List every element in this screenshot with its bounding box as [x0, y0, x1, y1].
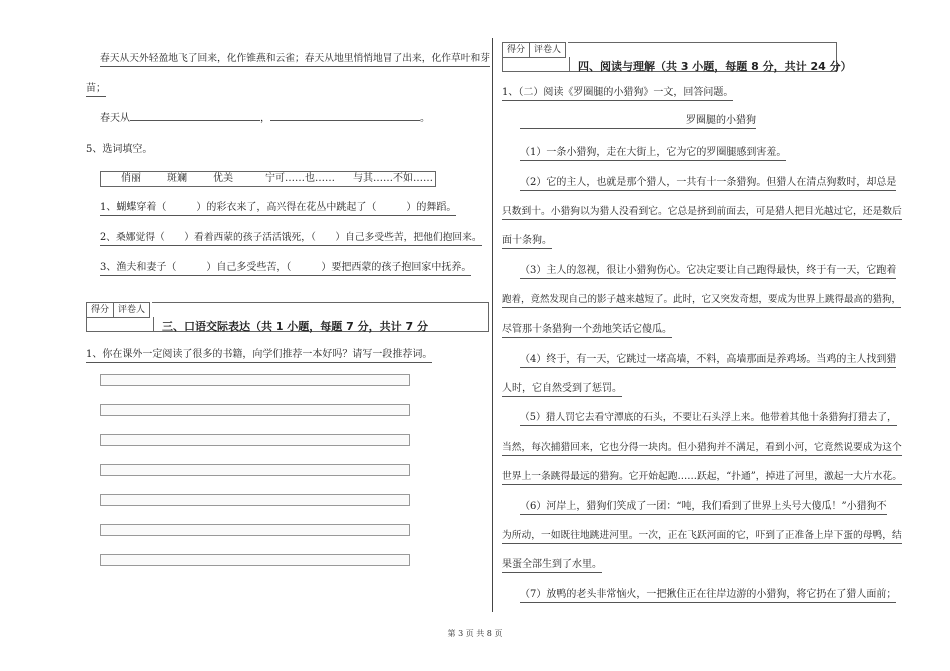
blank-1[interactable] [130, 120, 260, 121]
option-1: 俏丽 [121, 173, 141, 184]
q5-options-box [100, 171, 436, 187]
option-4: 宁可……也…… [265, 173, 335, 184]
section4-title: 四、阅读与理解（共 3 小题，每题 8 分，共计 24 分） [578, 60, 852, 73]
paragraph-4a: （4）终于，有一天，它跳过一堵高墙，不料，高墙那面是养鸡场。当鸡的主人找到猎 [520, 353, 896, 368]
fill-comma: ， [260, 113, 270, 124]
column-divider [492, 38, 493, 612]
paragraph-3a: （3）主人的忽视，很让小猎狗伤心。它决定要让自己跑得最快，终于有一天，它跑着 [520, 264, 896, 279]
fill-end: 。 [420, 113, 430, 124]
s3-question-1: 1、你在课外一定阅读了很多的书籍，向学们推荐一本好吗？请写一段推荐词。 [86, 348, 432, 363]
answer-line-5[interactable] [100, 494, 410, 506]
paragraph-6c: 果蛋全部生到了水里。 [502, 558, 602, 573]
paragraph-2b: 只数到十。小猎狗以为猎人没看到它。它总是挤到前面去，可是猎人把目光越过它，还是数后 [502, 205, 902, 220]
answer-line-1[interactable] [100, 374, 410, 386]
option-2: 斑斓 [167, 173, 187, 184]
paragraph-1: （1）一条小猎狗，走在大街上，它为它的罗圈腿感到害羞。 [520, 146, 786, 161]
fill-blank-line [100, 112, 430, 126]
reviewer-label: 评卷人 [118, 305, 146, 315]
paragraph-5c: 世界上一条跳得最远的猎狗。它开始起跑……跃起，“扑通”，掉进了河里，激起一大片水花。 [502, 470, 902, 485]
intro-line-1: 春天从天外轻盈地飞了回来，化作锥燕和云雀；春天从地里悄悄地冒了出来，化作草叶和芽 [100, 52, 490, 67]
score-label: 得分 [87, 303, 114, 317]
score-box-left [86, 302, 150, 318]
answer-line-3[interactable] [100, 434, 410, 446]
option-3: 优美 [213, 173, 233, 184]
score-box-right [502, 42, 566, 58]
paragraph-4b: 人时，它自然受到了惩罚。 [502, 382, 622, 397]
fill-prefix: 春天从 [100, 113, 130, 124]
reading-q1-intro: 1、（二）阅读《罗圈腿的小猎狗》一文，回答问题。 [502, 86, 733, 101]
score-blank-left [86, 317, 154, 332]
score-label-right: 得分 [503, 43, 530, 57]
paragraph-3c: 尽管那十条猎狗一个劲地笑话它傻瓜。 [502, 323, 672, 338]
paragraph-2a: （2）它的主人，也就是那个猎人，一共有十一条猎狗。但猎人在清点狗数时，却总是 [520, 176, 896, 191]
reviewer-label-right: 评卷人 [534, 45, 562, 55]
paragraph-2c: 面十条狗。 [502, 234, 552, 249]
answer-line-6[interactable] [100, 524, 410, 536]
answer-line-4[interactable] [100, 464, 410, 476]
q5-item-1: 1、蝴蝶穿着（ ）的彩衣来了，高兴得在花丛中跳起了（ ）的舞蹈。 [100, 201, 456, 216]
option-5: 与其……不如…… [353, 173, 433, 184]
score-blank-right [502, 57, 570, 72]
answer-line-7[interactable] [100, 554, 410, 566]
q5-item-2: 2、桑娜觉得（ ）看着西蒙的孩子活活饿死，（ ）自己多受些苦，把他们抱回来。 [100, 231, 482, 246]
page-footer: 第 3 页 共 8 页 [447, 629, 503, 638]
blank-2[interactable] [270, 120, 420, 121]
paragraph-6b: 为所动，一如既往地跳进河里。一次，正在飞跃河面的它，吓到了正准备上岸下蛋的母鸭，结 [502, 529, 902, 544]
section3-title: 三、口语交际表达（共 1 小题，每题 7 分，共计 7 分 [162, 320, 428, 333]
q5-title: 5、选词填空。 [86, 144, 153, 155]
paragraph-5a: （5）猎人罚它去看守潭底的石头，不要让石头浮上来。他带着其他十条猎狗打猎去了， [520, 411, 897, 426]
intro-line-2: 苗； [86, 82, 106, 97]
paragraph-5b: 当然，每次捕猎回来，它也分得一块肉。但小猎狗并不满足，看到小河，它竟然说要成为这个 [502, 441, 902, 456]
q5-item-3: 3、渔夫和妻子（ ）自己多受些苦，（ ）要把西蒙的孩子抱回家中抚养。 [100, 261, 471, 276]
paragraph-6a: （6）河岸上，猎狗们笑成了一团：“吨，我们看到了世界上头号大傻瓜！”小猎狗不 [520, 500, 887, 515]
paragraph-7a: （7）放鸭的老头非常恼火，一把揪住正在往岸边游的小猎狗，将它扔在了猎人面前； [520, 588, 896, 603]
answer-line-2[interactable] [100, 404, 410, 416]
story-title: 罗圈腿的小猎狗 [520, 114, 756, 129]
paragraph-3b: 跑着，竟然发现自己的影子越来越短了。此时，它又突发奇想，要成为世界上跳得最高的猎狗， [502, 293, 901, 308]
